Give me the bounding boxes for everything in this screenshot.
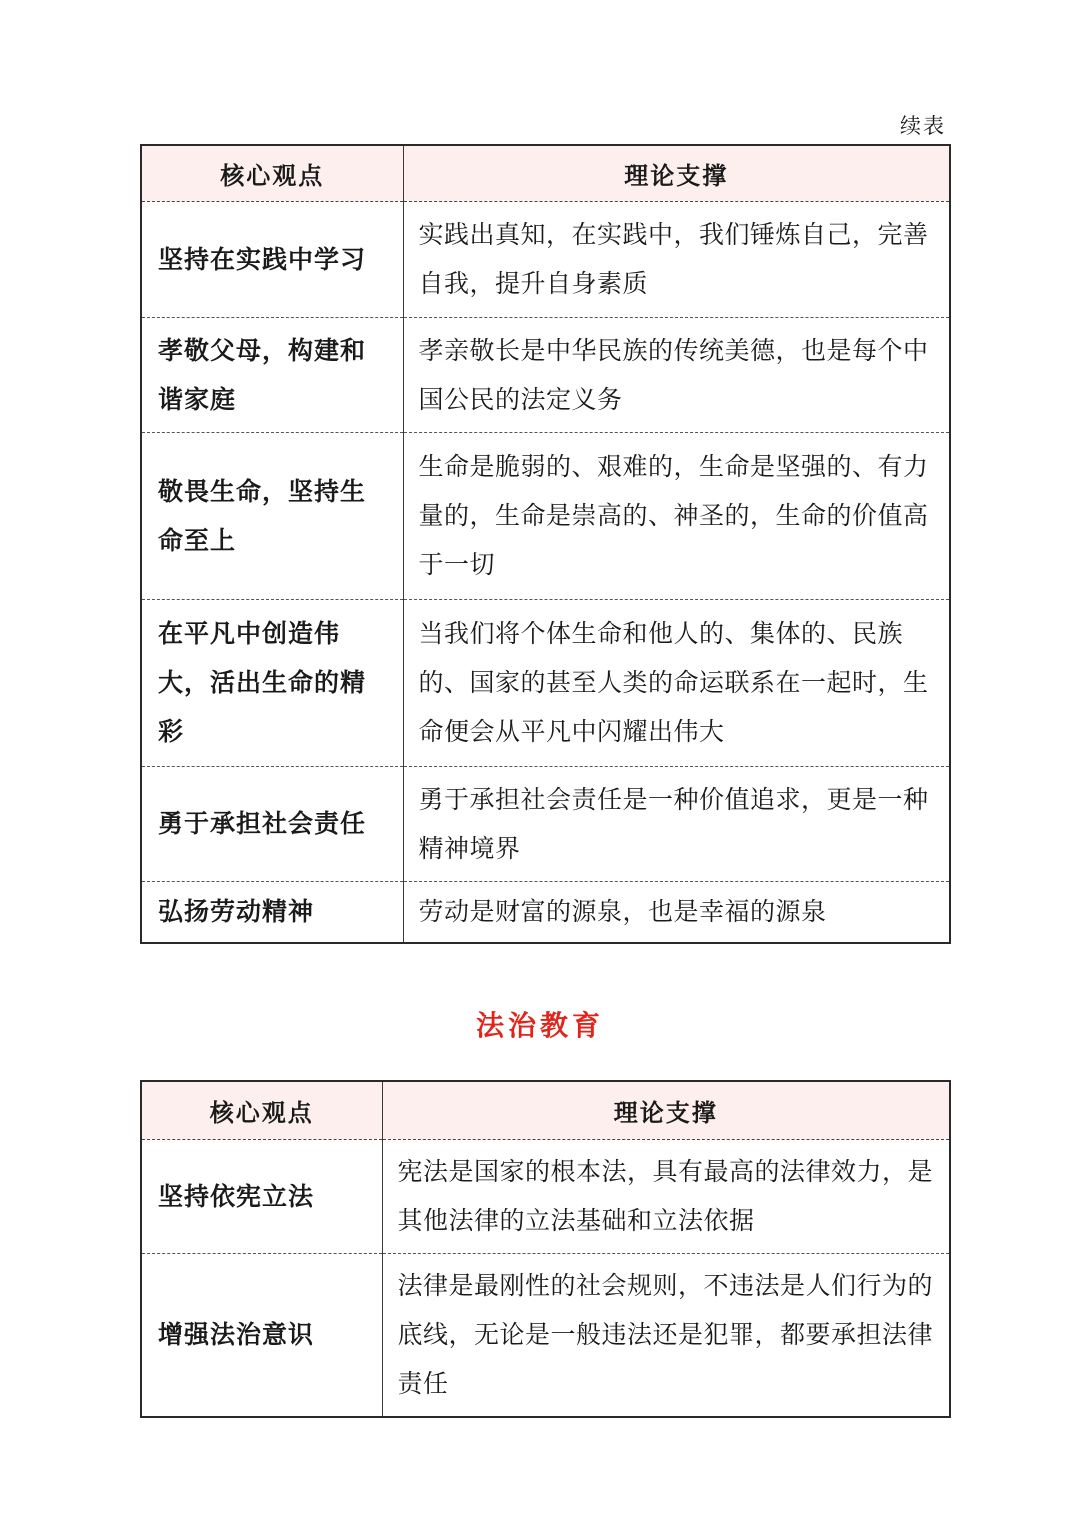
theory-support-cell: 法律是最刚性的社会规则，不违法是人们行为的底线，无论是一般违法还是犯罪，都要承担法律责任 (382, 1253, 950, 1417)
table-row (141, 881, 950, 943)
table-row (141, 599, 950, 766)
table-row (141, 201, 950, 317)
core-point-cell: 坚持在实践中学习 (141, 201, 403, 317)
table-header-row (141, 145, 950, 201)
table-row (141, 317, 950, 432)
theory-support-cell: 勇于承担社会责任是一种价值追求，更是一种精神境界 (403, 766, 950, 881)
theory-support-cell: 劳动是财富的源泉，也是幸福的源泉 (403, 881, 950, 943)
theory-support-cell: 孝亲敬长是中华民族的传统美德，也是每个中国公民的法定义务 (403, 317, 950, 432)
rule-of-law-table (140, 1080, 951, 1418)
header-theory-support: 理论支撑 (382, 1081, 950, 1139)
table-row (141, 1253, 950, 1417)
core-point-cell: 弘扬劳动精神 (141, 881, 403, 943)
header-core-point: 核心观点 (141, 1081, 382, 1139)
table-row (141, 1139, 950, 1253)
core-point-cell: 增强法治意识 (141, 1253, 382, 1417)
header-theory-support: 理论支撑 (403, 145, 950, 201)
continued-label: 续表 (900, 114, 946, 138)
core-point-cell: 勇于承担社会责任 (141, 766, 403, 881)
section-title: 法治教育 (475, 1009, 604, 1042)
theory-support-cell: 宪法是国家的根本法，具有最高的法律效力，是其他法律的立法基础和立法依据 (382, 1139, 950, 1253)
header-core-point: 核心观点 (141, 145, 403, 201)
theory-support-cell: 实践出真知，在实践中，我们锤炼自己，完善自我，提升自身素质 (403, 201, 950, 317)
theory-support-cell: 生命是脆弱的、艰难的，生命是坚强的、有力量的，生命是崇高的、神圣的，生命的价值高于一切 (403, 432, 950, 599)
core-point-cell: 在平凡中创造伟大，活出生命的精彩 (141, 599, 403, 766)
theory-support-cell: 当我们将个体生命和他人的、集体的、民族的、国家的甚至人类的命运联系在一起时，生命便会从平凡中闪耀出伟大 (403, 599, 950, 766)
core-point-cell: 孝敬父母，构建和谐家庭 (141, 317, 403, 432)
core-point-cell: 敬畏生命，坚持生命至上 (141, 432, 403, 599)
table-row (141, 766, 950, 881)
table-header-row (141, 1081, 950, 1139)
moral-education-table (140, 144, 951, 944)
table-row (141, 432, 950, 599)
core-point-cell: 坚持依宪立法 (141, 1139, 382, 1253)
